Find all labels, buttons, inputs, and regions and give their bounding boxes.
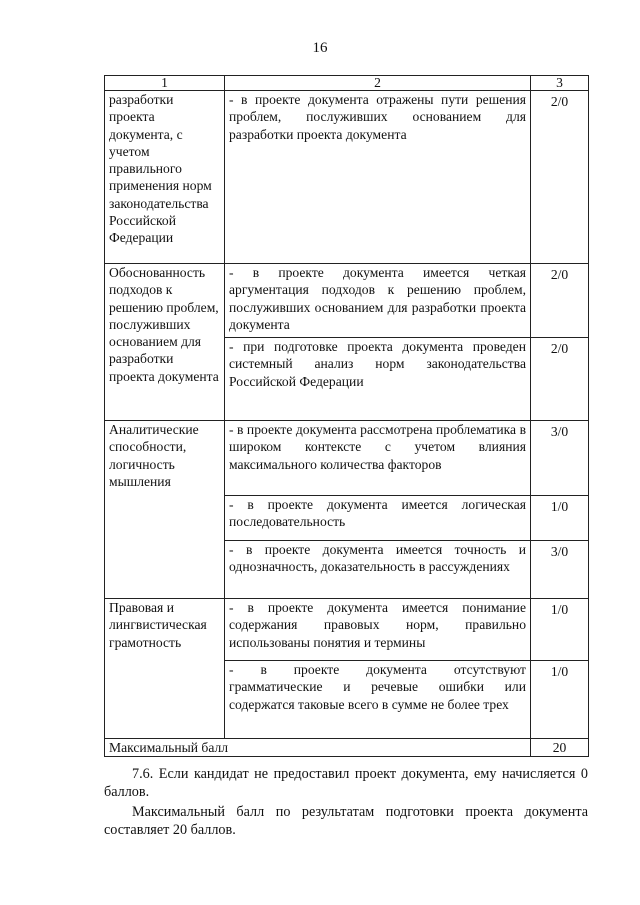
criterion-score: 2/0: [531, 338, 589, 421]
criterion-name: Правовая и лингвистическая грамотность: [105, 599, 225, 739]
criterion-indicator: - в проекте документа имеется логическая последовательность: [225, 496, 531, 541]
column-header: 1: [105, 76, 225, 91]
max-score-row: [105, 739, 589, 757]
table-row: [105, 264, 589, 338]
column-header: 2: [225, 76, 531, 91]
paragraph-max-score: [104, 803, 588, 839]
criterion-indicator: - в проекте документа имеется точность и однозначность, доказательность в рассуждениях: [225, 541, 531, 599]
criterion-score: 1/0: [531, 599, 589, 661]
criterion-indicator: - в проекте документа рассмотрена проблематика в широком контексте с учетом влияния максимального количества факторов: [225, 421, 531, 496]
column-header: 3: [531, 76, 589, 91]
criterion-score: 2/0: [531, 91, 589, 264]
criteria-table: [104, 75, 589, 757]
table-row: [105, 91, 589, 264]
criterion-score: 3/0: [531, 541, 589, 599]
page-number: 16: [312, 40, 328, 56]
max-score-label: Максимальный балл: [105, 739, 531, 757]
criterion-score: 3/0: [531, 421, 589, 496]
criterion-indicator: - в проекте документа имеется понимание содержания правовых норм, правильно использованы понятия и термины: [225, 599, 531, 661]
table-row: [105, 599, 589, 661]
criterion-indicator: - в проекте документа отсутствуют грамматические и речевые ошибки или содержатся таковые всего в сумме не более трех: [225, 661, 531, 739]
max-score-value: 20: [531, 739, 589, 757]
table-row: [105, 421, 589, 496]
criterion-score: 1/0: [531, 661, 589, 739]
paragraph-text: Максимальный балл по результатам подготовки проекта документа составляет 20 баллов.: [104, 804, 588, 838]
paragraph-text: 7.6. Если кандидат не предоставил проект документа, ему начисляется 0 баллов.: [104, 766, 588, 800]
criterion-name: Аналитические способности, логичность мышления: [105, 421, 225, 599]
paragraph-no-document: [104, 765, 588, 801]
criterion-indicator: - в проекте документа отражены пути решения проблем, послуживших основанием для разработки проекта документа: [225, 91, 531, 264]
criterion-score: 2/0: [531, 264, 589, 338]
criterion-indicator: - в проекте документа имеется четкая аргументация подходов к решению проблем, послуживших основанием для разработки проекта документа: [225, 264, 531, 338]
criterion-indicator: - при подготовке проекта документа проведен системный анализ норм законодательства Российской Федерации: [225, 338, 531, 421]
criterion-name: разработки проекта документа, с учетом правильного применения норм законодательства Российской Федерации: [105, 91, 225, 264]
table-header-row: [105, 76, 589, 91]
criterion-score: 1/0: [531, 496, 589, 541]
criterion-name: Обоснованность подходов к решению проблем, послуживших основанием для разработки проекта документа: [105, 264, 225, 421]
